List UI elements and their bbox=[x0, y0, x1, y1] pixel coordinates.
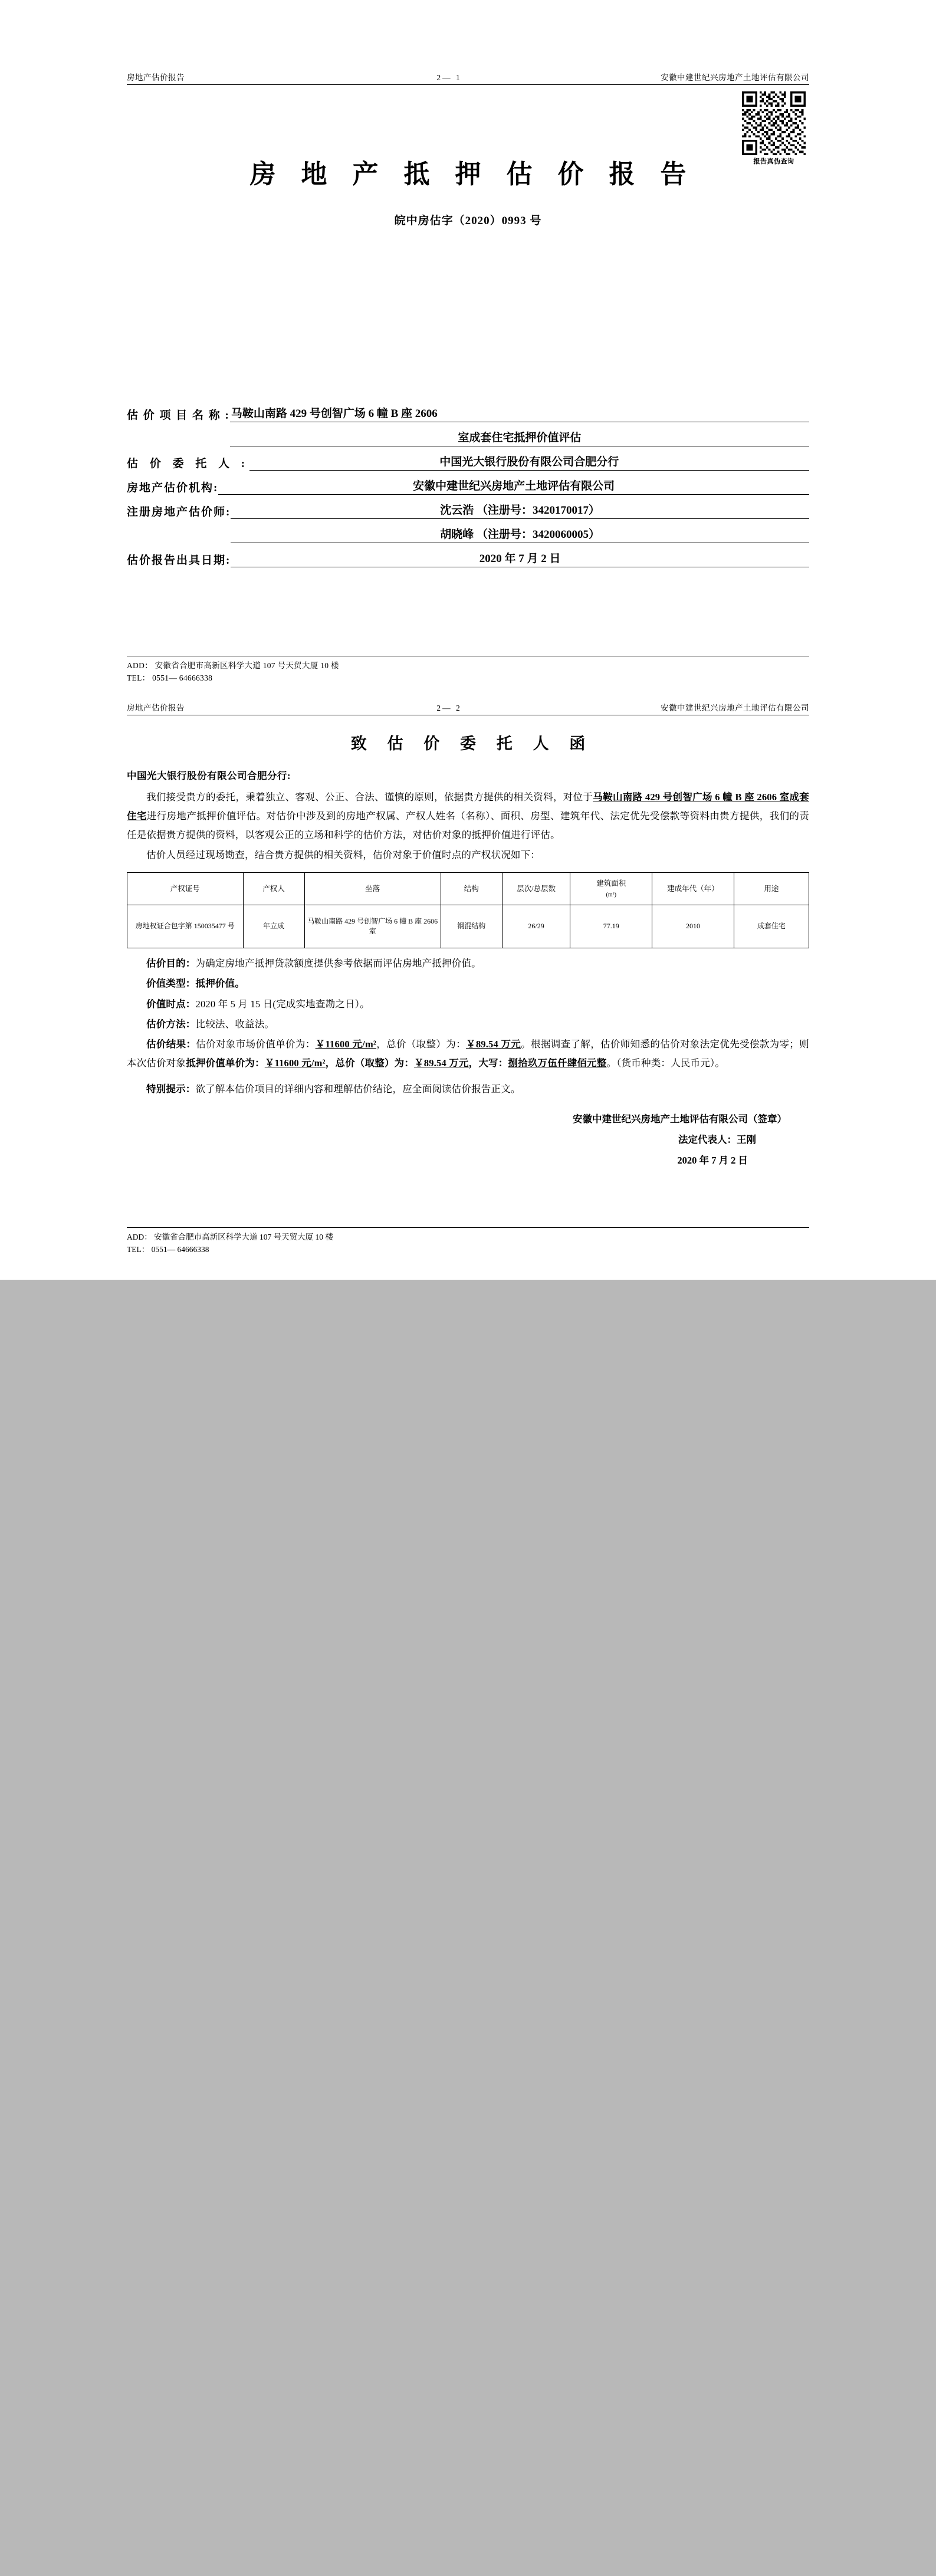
field-value: 沈云浩 （注册号：3420170017） bbox=[231, 501, 809, 519]
th-location: 坐落 bbox=[304, 872, 441, 905]
para1-part-b: 进行房地产抵押价值评估。对估价中涉及到的房地产权属、产权人姓名（名称）、面积、房型、建筑年代、法定优先受偿款等资料由贵方提供，我们的责任是依据贵方提供的资料，以客观公正的立场和科学的估价方法，对估价对象的抵押价值进行评估。 bbox=[127, 810, 809, 841]
result-text-e: ，总价（取整）为： bbox=[325, 1057, 415, 1069]
field-value: 中国光大银行股份有限公司合肥分行 bbox=[249, 453, 809, 471]
table-header-row bbox=[127, 872, 809, 905]
field-appraisal-institution bbox=[127, 477, 809, 495]
td-year: 2010 bbox=[652, 905, 734, 948]
field-issue-date bbox=[127, 550, 809, 567]
result-text-b: ，总价（取整）为： bbox=[376, 1038, 466, 1050]
letter-paragraph-2: 估价人员经过现场勘查，结合贵方提供的相关资料，估价对象于价值时点的产权状况如下： bbox=[146, 849, 540, 861]
td-cert: 房地权证合包字第 150035477 号 bbox=[127, 905, 244, 948]
td-owner: 年立成 bbox=[243, 905, 304, 948]
footer-telephone: TEL： 0551— 64666338 bbox=[127, 1245, 209, 1254]
note-label: 特别提示： bbox=[146, 1083, 196, 1095]
running-header-left: 房地产估价报告 bbox=[127, 73, 185, 82]
letter-item-methods bbox=[127, 1015, 809, 1034]
signature-legal-representative: 法定代表人：王刚 bbox=[678, 1134, 756, 1145]
field-label: 房地产估价机构: bbox=[127, 482, 219, 494]
cover-footer bbox=[127, 656, 809, 685]
th-area bbox=[570, 872, 652, 905]
item-label: 估价方法： bbox=[146, 1018, 196, 1030]
document-page bbox=[0, 0, 936, 1280]
result-mortgage-total: ￥89.54 万元 bbox=[414, 1057, 469, 1069]
running-header-right: 安徽中建世纪兴房地产土地评估有限公司 bbox=[661, 703, 809, 712]
th-structure: 结构 bbox=[441, 872, 502, 905]
running-header-page1 bbox=[127, 71, 809, 85]
cover-sheet bbox=[0, 0, 936, 685]
signature-date: 2020 年 7 月 2 日 bbox=[677, 1154, 748, 1166]
property-table bbox=[127, 872, 809, 949]
letter-item-purpose bbox=[127, 954, 809, 973]
th-cert: 产权证号 bbox=[127, 872, 244, 905]
letter-item-value-date bbox=[127, 995, 809, 1014]
letter-item-value-type bbox=[127, 974, 809, 993]
field-project-name-line2 bbox=[127, 429, 809, 446]
result-unit-price: ￥11600 元/m² bbox=[315, 1038, 377, 1050]
running-header-right: 安徽中建世纪兴房地产土地评估有限公司 bbox=[661, 73, 809, 82]
running-header-page-mark: 2— 1 bbox=[436, 73, 462, 82]
letter-title: 致 估 价 委 托 人 函 bbox=[350, 734, 594, 753]
td-location: 马鞍山南路 429 号创智广场 6 幢 B 座 2606 室 bbox=[304, 905, 441, 948]
th-area-label: 建筑面积 bbox=[596, 879, 626, 888]
td-area: 77.19 bbox=[570, 905, 652, 948]
para1-part-a: 我们接受贵方的委托，秉着独立、客观、公正、合法、谨慎的原则，依据贵方提供的相关资料，对位于 bbox=[146, 791, 593, 803]
letter-footer bbox=[127, 1227, 809, 1256]
field-label: 估 价 委 托 人 : bbox=[127, 458, 249, 470]
field-value-continued: 室成套住宅抵押价值评估 bbox=[230, 429, 809, 446]
result-mortgage-unit-price: ￥11600 元/m² bbox=[264, 1057, 326, 1069]
th-use: 用途 bbox=[734, 872, 809, 905]
field-registered-appraiser bbox=[127, 501, 809, 519]
result-text-d: 抵押价值单价为： bbox=[186, 1057, 265, 1069]
field-label: 注册房地产估价师: bbox=[127, 506, 231, 518]
item-label: 价值时点： bbox=[146, 998, 196, 1010]
letter-sheet bbox=[0, 685, 936, 1280]
td-structure: 钢混结构 bbox=[441, 905, 502, 948]
footer-address: ADD： 安徽省合肥市高新区科学大道 107 号天贸大厦 10 楼 bbox=[127, 1233, 333, 1242]
item-text: 为确定房地产抵押贷款额度提供参考依据而评估房地产抵押价值。 bbox=[195, 958, 481, 970]
result-text-a: 估价对象市场价值单价为： bbox=[196, 1038, 316, 1050]
td-floor: 26/29 bbox=[502, 905, 570, 948]
result-text-g: 。（货币种类：人民币元）。 bbox=[606, 1057, 725, 1069]
running-header-left: 房地产估价报告 bbox=[127, 703, 185, 712]
field-value: 马鞍山南路 429 号创智广场 6 幢 B 座 2606 bbox=[230, 405, 809, 422]
field-value: 安徽中建世纪兴房地产土地评估有限公司 bbox=[218, 477, 809, 495]
letter-special-note bbox=[127, 1080, 809, 1099]
th-floor: 层次/总层数 bbox=[502, 872, 570, 905]
signature-company: 安徽中建世纪兴房地产土地评估有限公司（签章） bbox=[573, 1113, 787, 1125]
running-header-page2 bbox=[127, 701, 809, 715]
field-label: 估 价 项 目 名 称 : bbox=[127, 409, 230, 422]
signature-block bbox=[127, 1109, 809, 1171]
result-total-price: ￥89.54 万元 bbox=[465, 1038, 521, 1050]
field-value-continued: 胡晓峰 （注册号：3420060005） bbox=[231, 525, 809, 543]
letter-paragraph-1 bbox=[127, 788, 809, 845]
running-header-page-mark: 2— 2 bbox=[436, 703, 462, 712]
item-text: 比较法、收益法。 bbox=[195, 1018, 275, 1030]
result-text-c: 。根据调查了解，估价师知悉的估价对象法定优先受偿款为零；则本次估价对象 bbox=[127, 1038, 809, 1069]
th-year: 建成年代（年） bbox=[652, 872, 734, 905]
item-text: 2020 年 5 月 15 日(完成实地查勘之日）。 bbox=[195, 998, 370, 1010]
result-label: 估价结果： bbox=[146, 1038, 196, 1050]
item-label: 价值类型： bbox=[146, 978, 196, 990]
note-text: 欲了解本估价项目的详细内容和理解估价结论，应全面阅读估价报告正文。 bbox=[195, 1083, 521, 1095]
item-text: 抵押价值。 bbox=[195, 978, 245, 990]
field-project-name bbox=[127, 405, 809, 422]
footer-telephone: TEL： 0551— 64666338 bbox=[127, 673, 213, 682]
report-number: 皖中房估字（2020）0993 号 bbox=[394, 215, 542, 227]
item-label: 估价目的： bbox=[146, 958, 196, 970]
qr-code-icon[interactable] bbox=[742, 91, 806, 155]
letter-item-result bbox=[127, 1035, 809, 1073]
th-owner: 产权人 bbox=[243, 872, 304, 905]
page-title: 房 地 产 抵 押 估 价 报 告 bbox=[249, 160, 696, 189]
qr-caption: 报告真伪查询 bbox=[753, 158, 794, 165]
letter-salutation: 中国光大银行股份有限公司合肥分行: bbox=[127, 770, 291, 781]
field-registered-appraiser-line2 bbox=[127, 525, 809, 543]
para1-subject-highlight: 马鞍山南路 429 号创智广场 6 幢 B 座 2606 室成套住宅 bbox=[127, 791, 810, 822]
result-amount-chinese: 捌拾玖万伍仟肆佰元整 bbox=[508, 1057, 607, 1069]
table-row bbox=[127, 905, 809, 948]
field-value: 2020 年 7 月 2 日 bbox=[231, 550, 809, 567]
footer-address: ADD： 安徽省合肥市高新区科学大道 107 号天贸大厦 10 楼 bbox=[127, 661, 339, 670]
field-label: 估价报告出具日期: bbox=[127, 554, 231, 567]
qr-block bbox=[738, 91, 809, 166]
field-client bbox=[127, 453, 809, 471]
result-text-f: ，大写： bbox=[468, 1057, 508, 1069]
td-use: 成套住宅 bbox=[734, 905, 809, 948]
cover-field-list bbox=[127, 405, 809, 567]
th-area-unit: (m²) bbox=[606, 891, 616, 898]
